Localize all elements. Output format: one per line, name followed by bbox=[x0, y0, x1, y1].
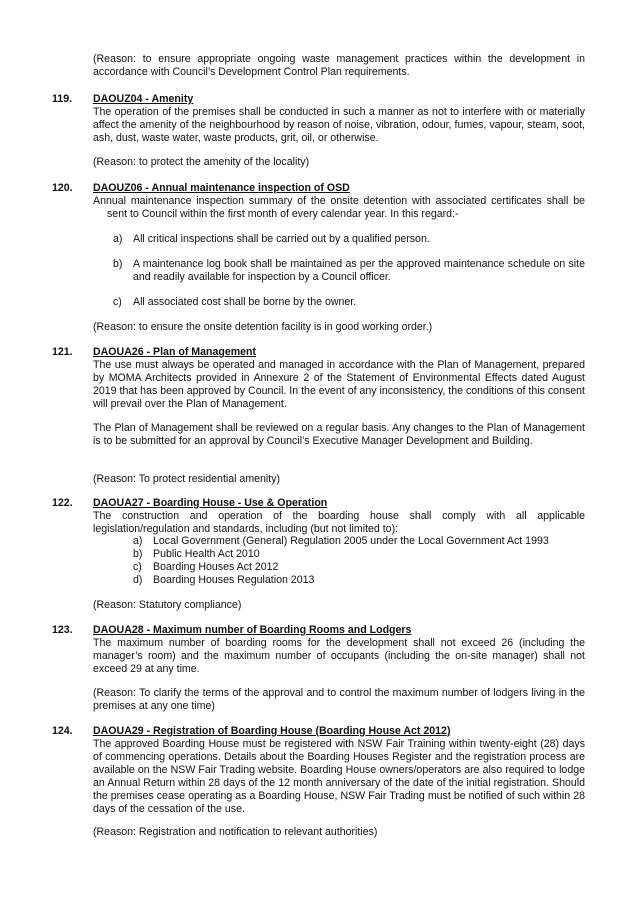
condition-reason: (Reason: to protect the amenity of the locality) bbox=[93, 156, 310, 168]
condition-reason: (Reason: to ensure the onsite detention facility is in good working order.) bbox=[93, 321, 433, 333]
condition-heading: DAOUA27 - Boarding House - Use & Operation bbox=[93, 497, 328, 509]
condition-body-2: The Plan of Management shall be reviewed on a regular basis. Any changes to the Plan of Management is to be submitted for an approval by Council’s Executive Manager Development and Building. bbox=[93, 422, 585, 447]
list-marker: d) bbox=[133, 574, 143, 586]
condition-heading: DAOUZ06 - Annual maintenance inspection of OSD bbox=[93, 182, 350, 194]
list-text: Boarding Houses Regulation 2013 bbox=[153, 574, 315, 586]
condition-reason: (Reason: Statutory compliance) bbox=[93, 599, 242, 611]
condition-number: 121. bbox=[52, 346, 73, 358]
list-item bbox=[133, 561, 573, 574]
list-marker: a) bbox=[113, 233, 123, 245]
list-marker: c) bbox=[113, 296, 122, 308]
list-item bbox=[133, 574, 573, 587]
list-marker: b) bbox=[133, 548, 143, 560]
condition-body: The approved Boarding House must be registered with NSW Fair Training within twenty-eight (28) days of commencing operations. Details about the Boarding Houses Register and the registration process are available on the NSW Fair Trading website. Boarding House owners/operators are also required to lodge an Annual Return within 28 days of the 12 month anniversary of the date of the initial registration. Should the premises cease operating as a Boarding House, NSW Fair Trading must be notified of such within 28 days of the cessation of the use. bbox=[93, 738, 585, 815]
condition-body: The operation of the premises shall be conducted in such a manner as not to interfere with or materially affect the amenity of the neighbourhood by reason of noise, vibration, odour, fumes, vapour, steam, soot, ash, dust, waste water, waste products, grit, oil, or otherwise. bbox=[93, 106, 585, 144]
list-marker: c) bbox=[133, 561, 142, 573]
list-text: Boarding Houses Act 2012 bbox=[153, 561, 279, 573]
list-text: All associated cost shall be borne by the owner. bbox=[133, 296, 357, 308]
condition-reason: (Reason: To protect residential amenity) bbox=[93, 473, 281, 485]
list-marker: a) bbox=[133, 535, 143, 547]
intro-reason: (Reason: to ensure appropriate ongoing waste management practices within the development in accordance with Council’s Development Control Plan requirements. bbox=[93, 53, 585, 78]
list-text: A maintenance log book shall be maintained as per the approved maintenance schedule on site and readily available for inspection by a Council officer. bbox=[133, 258, 585, 283]
list-item bbox=[113, 258, 585, 284]
condition-number: 122. bbox=[52, 497, 73, 509]
condition-body: The construction and operation of the boarding house shall comply with all applicable legislation/regulation and standards, including (but not limited to): bbox=[93, 510, 585, 535]
list-item bbox=[133, 548, 573, 561]
list-text: All critical inspections shall be carried out by a qualified person. bbox=[133, 233, 430, 245]
condition-heading: DAOUZ04 - Amenity bbox=[93, 93, 194, 105]
condition-heading: DAOUA26 - Plan of Management bbox=[93, 346, 257, 358]
condition-heading: DAOUA29 - Registration of Boarding House (Boarding House Act 2012) bbox=[93, 725, 451, 737]
condition-number: 123. bbox=[52, 624, 73, 636]
condition-body: The maximum number of boarding rooms for the development shall not exceed 26 (including the manager’s room) and the maximum number of occupants (including the on-site manager) shall not exceed 29 at any time. bbox=[93, 637, 585, 675]
list-marker: b) bbox=[113, 258, 123, 270]
list-item bbox=[133, 535, 573, 548]
condition-number: 119. bbox=[52, 93, 73, 105]
list-text: Public Health Act 2010 bbox=[153, 548, 260, 560]
condition-number: 120. bbox=[52, 182, 73, 194]
condition-heading: DAOUA28 - Maximum number of Boarding Rooms and Lodgers bbox=[93, 624, 412, 636]
list-text: Local Government (General) Regulation 2005 under the Local Government Act 1993 bbox=[153, 535, 549, 547]
condition-body bbox=[93, 195, 585, 221]
list-item bbox=[113, 296, 585, 309]
condition-number: 124. bbox=[52, 725, 73, 737]
condition-reason: (Reason: Registration and notification to relevant authorities) bbox=[93, 826, 378, 838]
condition-body: The use must always be operated and managed in accordance with the Plan of Management, prepared by MOMA Architects provided in Annexure 2 of the Statement of Environmental Effects dated August 2019 that has been approved by Council. In the event of any inconsistency, the conditions of this consent will prevail over the Plan of Management. bbox=[93, 359, 585, 410]
condition-reason: (Reason: To clarify the terms of the approval and to control the maximum number of lodgers living in the premises at any one time) bbox=[93, 687, 585, 712]
list-item bbox=[113, 233, 585, 246]
condition-body-text: Annual maintenance inspection summary of the onsite detention with associated certificates shall be sent to Council within the first month of every calendar year. In this regard:- bbox=[93, 195, 585, 220]
